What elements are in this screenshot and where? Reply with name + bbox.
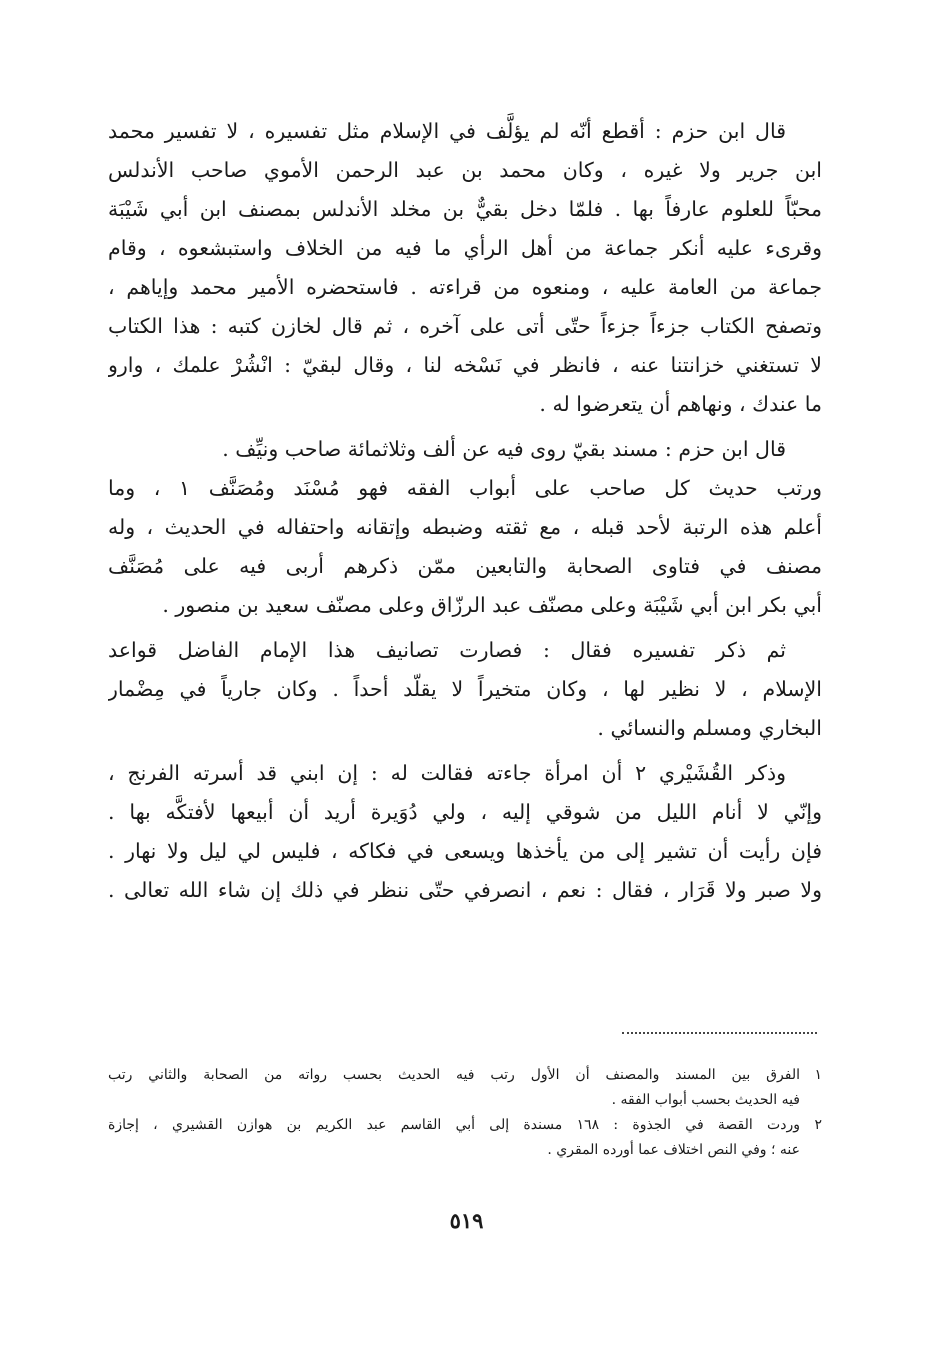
footnote-line: عنه ؛ وفي النص اختلاف عما أورده المقري . <box>547 1142 800 1158</box>
text-line: قال ابن حزم : أقطع أنّه لم يؤلَّف في الإسلام مثل تفسيره ، لا تفسير محمد <box>108 119 786 143</box>
text-line: محبّاً للعلوم عارفاً بها . فلمّا دخل بقيٌّ بن مخلد الأندلس بمصنف ابن أبي شَيْبَة <box>108 197 822 221</box>
text-line: ابن جرير ولا غيره ، وكان محمد بن عبد الرحمن الأموي صاحب الأندلس <box>108 158 822 182</box>
text-line: لا تستغني خزانتنا عنه ، فانظر في نَسْخه لنا ، وقال لبقيّ : انْشُرْ علمك ، وارو <box>108 353 822 377</box>
page-number: ٥١٩ <box>449 1208 484 1233</box>
text-line: ثم ذكر تفسيره فقال : فصارت تصانيف هذا الإمام الفاضل قواعد <box>108 638 786 662</box>
text-line: وإنّي لا أنام الليل من شوقي إليه ، ولي دُوَيرة أريد أن أبيعها لأفتكَّه بها . <box>108 800 822 824</box>
footnote-separator <box>622 1032 817 1034</box>
footnote-number: ٢ <box>814 1117 822 1133</box>
text-line: مصنف في فتاوى الصحابة والتابعين ممّن ذكرهم أربى فيه على مُصَنَّف <box>108 554 822 578</box>
paragraph-ibn-hazm-tafsir <box>108 112 822 424</box>
text-line: الإسلام ، لا نظير لها ، وكان متخيراً لا يقلّد أحداً . وكان جارياً في مِضْمار <box>108 677 822 701</box>
text-line: فإن رأيت أن تشير إلى من يأخذها ويسعى في فكاكه ، فليس لي ليل ولا نهار . <box>108 839 822 863</box>
text-line: ما عندك ، ونهاهم أن يتعرضوا له . <box>539 392 822 416</box>
text-line: أبي بكر ابن أبي شَيْبَة وعلى مصنّف عبد الرزّاق وعلى مصنّف سعيد بن منصور . <box>162 593 822 617</box>
footnote-line: فيه الحديث بحسب أبواب الفقه . <box>611 1092 800 1108</box>
text-line: قال ابن حزم : مسند بقيّ روى فيه عن ألف وثلاثمائة صاحب ونيِّف . <box>222 437 786 461</box>
main-text <box>108 112 822 910</box>
footnote-line: وردت القصة في الجذوة : ١٦٨ مسندة إلى أبي القاسم عبد الكريم بن هوازن القشيري ، إجازة <box>108 1117 800 1133</box>
paragraph-musnad-baqi <box>108 430 822 625</box>
paragraph-tafsir-qawaid <box>108 631 822 748</box>
paragraph-qushayri-story <box>108 754 822 910</box>
footnote <box>108 1063 822 1113</box>
text-line: جماعة من العامة عليه ، ومنعوه من قراءته . فاستحضره الأمير محمد وإياهم ، <box>108 275 822 299</box>
text-line: أعلم هذه الرتبة لأحد قبله ، مع ثقته وضبطه وإتقانه واحتفاله في الحديث ، وله <box>108 515 822 539</box>
text-line: وقرىء عليه أنكر جماعة من أهل الرأي ما فيه من الخلاف واستبشعوه ، وقام <box>108 236 822 260</box>
text-line: البخاري ومسلم والنسائي . <box>597 716 822 740</box>
text-line: وتصفح الكتاب جزءاً جزءاً حتّى أتى على آخره ، ثم قال لخازن كتبه : هذا الكتاب <box>108 314 822 338</box>
footnote-line: الفرق بين المسند والمصنف أن الأول رتب فيه الحديث بحسب رواته من الصحابة والثاني رتب <box>108 1067 800 1083</box>
footnote <box>108 1113 822 1163</box>
text-line: وذكر القُشَيْري ٢ أن امرأة جاءته فقالت له : إن ابني قد أسرته الفرنج ، <box>108 761 786 785</box>
text-line: ورتب حديث كل صاحب على أبواب الفقه فهو مُسْنَد ومُصَنَّف ١ ، وما <box>108 476 822 500</box>
footnotes <box>108 1063 822 1163</box>
text-line: ولا صبر ولا قَرَار ، فقال : نعم ، انصرفي حتّى ننظر في ذلك إن شاء الله تعالى . <box>108 878 822 902</box>
footnote-number: ١ <box>814 1067 822 1083</box>
